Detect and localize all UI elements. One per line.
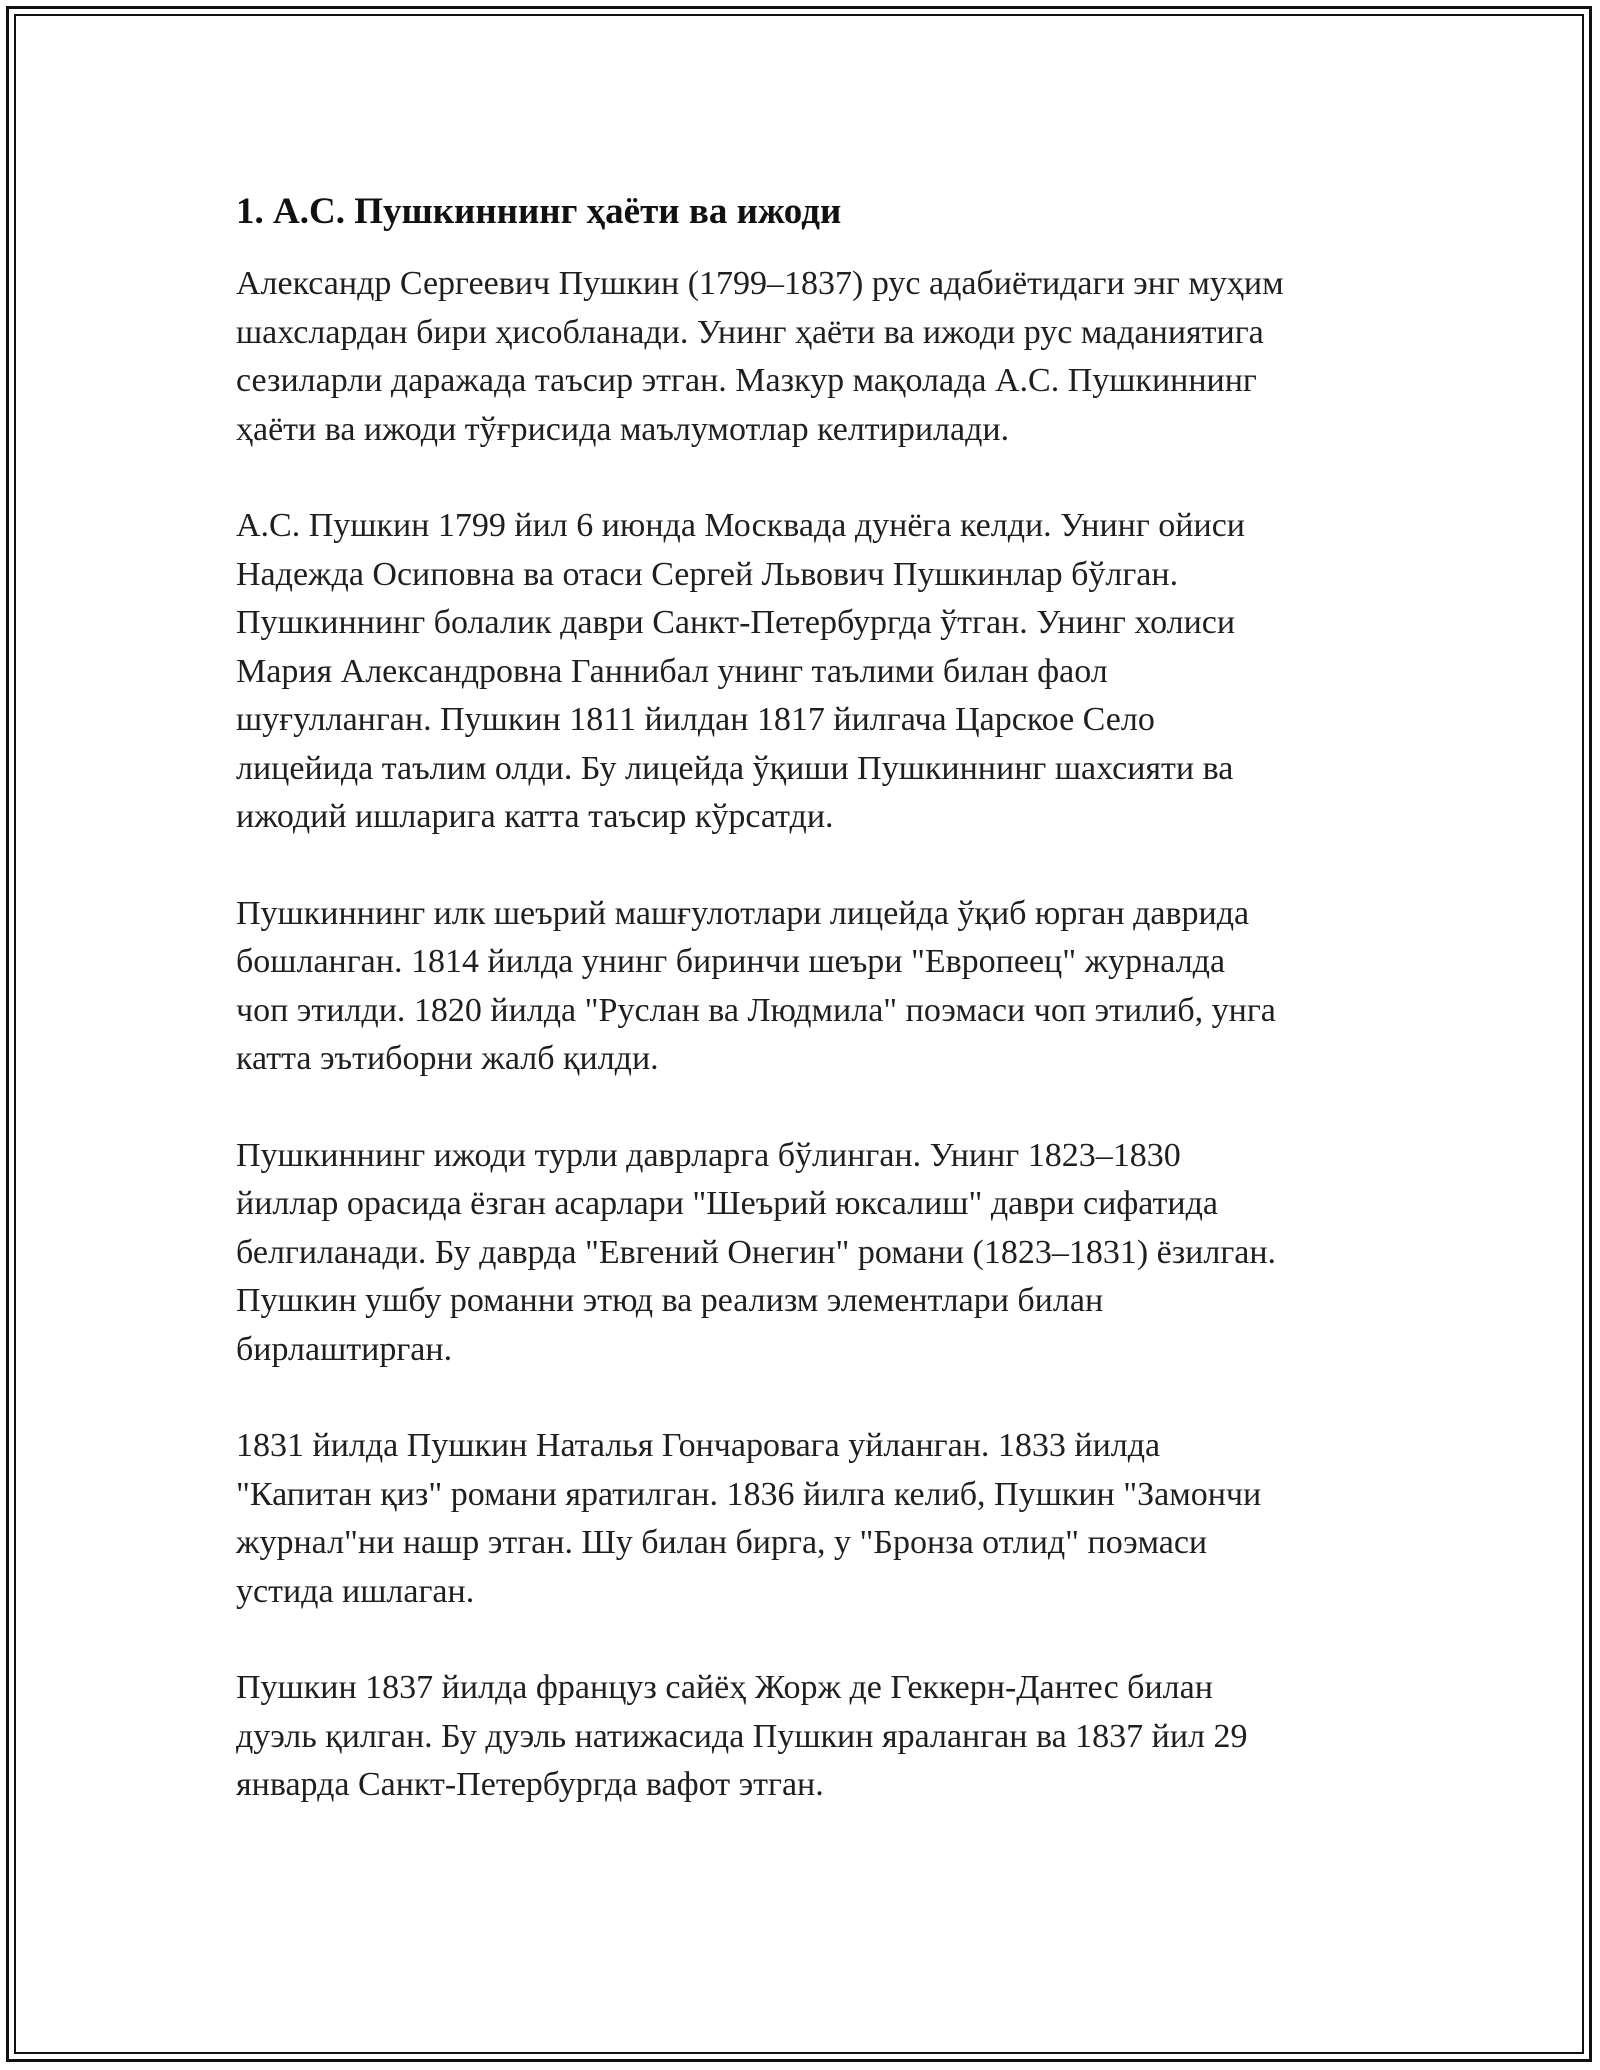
paragraph-intro <box>236 260 1376 454</box>
text-line: "Капитан қиз" романи яратилган. 1836 йилга келиб, Пушкин "Замончи <box>236 1475 1262 1513</box>
text-line: Пушкин ушбу романни этюд ва реализм элементлари билан <box>236 1282 1104 1319</box>
text-line: йиллар орасида ёзган асарлари "Шеърий юксалиш" даври сифатида <box>236 1185 1218 1222</box>
paragraph-death <box>236 1664 1376 1810</box>
text-line: шахслардан бири ҳисобланади. Унинг ҳаёти ва ижоди рус маданиятига <box>236 313 1264 351</box>
text-line: катта эътиборни жалб қилди. <box>236 1040 659 1077</box>
text-line: ҳаёти ва ижоди тўғрисида маълумотлар келтирилади. <box>236 410 1010 448</box>
paragraph-creative-periods <box>236 1132 1376 1375</box>
text-line: январда Санкт-Петербургда вафот этган. <box>236 1766 824 1803</box>
text-line: чоп этилди. 1820 йилда "Руслан ва Людмила" поэмаси чоп этилиб, унга <box>236 991 1276 1029</box>
text-line: журнал"ни нашр этган. Шу билан бирга, у "Бронза отлид" поэмаси <box>236 1524 1208 1561</box>
text-line: Мария Александровна Ганнибал унинг таълими билан фаол <box>236 652 1108 690</box>
document-title: 1. А.С. Пушкиннинг ҳаёти ва ижоди <box>236 191 842 232</box>
text-line: Надежда Осиповна ва отаси Сергей Львович Пушкинлар бўлган. <box>236 555 1179 593</box>
paragraph-early-poetry <box>236 890 1376 1084</box>
paragraph-marriage <box>236 1422 1376 1616</box>
document-body <box>236 188 1376 1858</box>
text-line: бирлаштирган. <box>236 1330 453 1368</box>
text-line: Пушкиннинг илк шеърий машғулотлари лицейда ўқиб юрган даврида <box>236 894 1250 932</box>
text-line: Пушкиннинг ижоди турли даврларга бўлинган. Унинг 1823–1830 <box>236 1136 1181 1174</box>
text-line: Пушкин 1837 йилда француз сайёҳ Жорж де Геккерн-Дантес билан <box>236 1669 1213 1706</box>
text-line: А.С. Пушкин 1799 йил 6 июнда Москвада дунёга келди. Унинг ойиси <box>236 507 1245 544</box>
text-line: 1831 йилда Пушкин Наталья Гончаровага уйланган. 1833 йилда <box>236 1427 1161 1464</box>
text-line: Пушкиннинг болалик даври Санкт-Петербургда ўтган. Унинг холиси <box>236 604 1236 641</box>
text-line: устида ишлаган. <box>236 1572 475 1610</box>
text-line: дуэль қилган. Бу дуэль натижасида Пушкин яраланган ва 1837 йил 29 <box>236 1717 1248 1755</box>
text-line: белгиланади. Бу даврда "Евгений Онегин" романи (1823–1831) ёзилган. <box>236 1233 1277 1271</box>
paragraph-childhood <box>236 502 1376 842</box>
text-line: шуғулланган. Пушкин 1811 йилдан 1817 йилгача Царское Село <box>236 701 1155 738</box>
text-line: лицейида таълим олди. Бу лицейда ўқиши Пушкиннинг шахсияти ва <box>236 749 1234 787</box>
text-line: бошланган. 1814 йилда унинг биринчи шеъри "Европеец" журналда <box>236 943 1226 980</box>
text-line: сезиларли даражада таъсир этган. Мазкур мақолада А.С. Пушкиннинг <box>236 362 1257 399</box>
text-line: ижодий ишларига катта таъсир кўрсатди. <box>236 798 834 835</box>
text-line: Александр Сергеевич Пушкин (1799–1837) рус адабиётидаги энг муҳим <box>236 265 1284 302</box>
